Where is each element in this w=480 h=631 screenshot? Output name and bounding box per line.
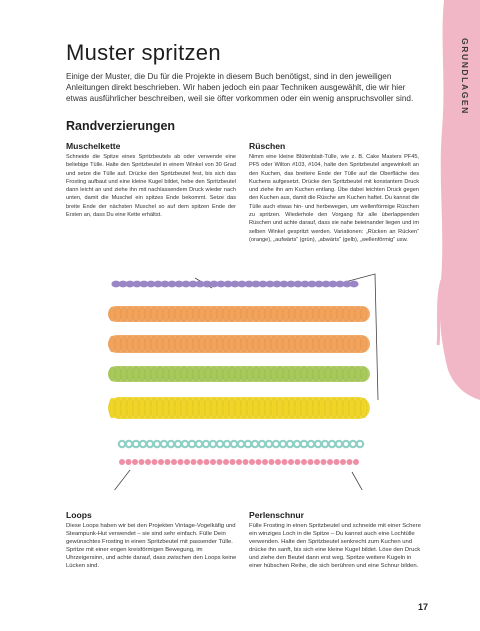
loop-ring: [231, 441, 237, 447]
ruffle-fold: [319, 336, 325, 352]
ruffle-fold: [277, 307, 283, 321]
ruffle-fold: [289, 367, 295, 381]
ruffle-fold: [349, 398, 355, 418]
pearl-bead: [262, 459, 268, 465]
ruffle-fold: [289, 398, 295, 418]
ruffle-fold: [331, 367, 337, 381]
ruffle-fold: [361, 307, 367, 321]
ruffle-fold: [127, 336, 133, 352]
pearl-bead: [249, 459, 255, 465]
ruffle-fold: [139, 336, 145, 352]
ruffle-fold: [343, 398, 349, 418]
loop-ring: [161, 441, 167, 447]
ruffle-fold: [205, 336, 211, 352]
ruffle-fold: [193, 336, 199, 352]
ruffle-fold: [193, 307, 199, 321]
pearl-bead: [191, 459, 197, 465]
pearl-bead: [197, 459, 203, 465]
ruffle-fold: [271, 398, 277, 418]
ruffle-fold: [301, 398, 307, 418]
ruffle-fold: [223, 307, 229, 321]
loops-text: Diese Loops haben wir bei den Projekten Vintage-Vogelkäfig und Steampunk-Hut verwendet – sie sind sehr einfach. Fülle Dein gewünschtes Frosting in einen Spritzbeutel mit passender Tülle. Spritze mit einer engen kreisförmigen Bewegung, im Uhrzeigersinn, und achte darauf, dass zwischen den Loops keine Lücken sind.: [66, 523, 237, 570]
ruffle-fold: [325, 367, 331, 381]
ruffle-fold: [337, 367, 343, 381]
loop-ring: [273, 441, 279, 447]
ruffle-fold: [229, 367, 235, 381]
ruffle-fold: [193, 367, 199, 381]
ruffle-fold: [235, 398, 241, 418]
ruffle-fold: [127, 398, 133, 418]
ruffle-fold: [109, 367, 115, 381]
pearl-bead: [171, 459, 177, 465]
loop-ring: [196, 441, 202, 447]
ruffle-fold: [271, 367, 277, 381]
ruffle-fold: [241, 398, 247, 418]
ruffle-fold: [307, 307, 313, 321]
ruffle-fold: [259, 398, 265, 418]
ruffle-fold: [313, 398, 319, 418]
ruffle-fold: [259, 307, 265, 321]
ruffle-fold: [163, 336, 169, 352]
ruffle-fold: [235, 367, 241, 381]
ruffle-fold: [187, 307, 193, 321]
rueschen-text: Nimm eine kleine Blütenblatt-Tülle, wie z. B. Cake Masters PF45, PF5 oder Wilton #103, #104, halte den Spritzbeutel angewinkelt an den Kuchen, das breitere Ende der Tülle auf die Oberfläche des Kuchens aufgesetzt. Drücke den Spritzbeutel mit konstantem Druck und ziehe ihn am Kuchen entlang. Übe dabei leichten Druck gegen den Kuchen aus, damit die Rüsche am Kuchen haftet. Du kannst die Tülle auch etwas hin- und herbewegen, um wellenförmige Rüschen zu spritzen. Wiederhole den Vorgang für alle überlappenden Rüschen und achte darauf, dass sie nahe beieinander liegen und im selben Winkel gespritzt werden. Variationen: „Rücken an Rücken“ (orange), „aufwärts“ (grün), „abwärts“ (gelb), „wellenförmig“ usw.: [249, 154, 419, 243]
ruffle-fold: [313, 367, 319, 381]
ruffle-fold: [181, 367, 187, 381]
loop-ring: [168, 441, 174, 447]
ruffle-fold: [355, 367, 361, 381]
ruffle-fold: [109, 307, 115, 321]
pearl-bead: [158, 459, 164, 465]
pearl-bead: [327, 459, 333, 465]
ruffle-fold: [157, 367, 163, 381]
pearl-bead: [321, 459, 327, 465]
loop-ring: [210, 441, 216, 447]
ruffle-fold: [343, 336, 349, 352]
pearl-bead: [217, 459, 223, 465]
ruffle-fold: [325, 398, 331, 418]
ruffle-fold: [253, 307, 259, 321]
ruffle-fold: [307, 336, 313, 352]
ruffle-fold: [259, 336, 265, 352]
ruffle-fold: [205, 367, 211, 381]
ruffle-fold: [241, 336, 247, 352]
loop-ring: [252, 441, 258, 447]
ruffle-fold: [133, 398, 139, 418]
ruffle-fold: [163, 367, 169, 381]
callout-line-perlenschnur: [352, 472, 365, 490]
ruffle-fold: [355, 307, 361, 321]
ruffle-fold: [301, 307, 307, 321]
loop-ring: [238, 441, 244, 447]
ruffle-fold: [133, 336, 139, 352]
ruffle-fold: [277, 398, 283, 418]
ruffle-fold: [331, 398, 337, 418]
pearl-bead: [178, 459, 184, 465]
loop-ring: [119, 441, 125, 447]
pearl-bead: [204, 459, 210, 465]
ruffle-fold: [223, 398, 229, 418]
loop-ring: [154, 441, 160, 447]
ruffle-fold: [283, 398, 289, 418]
ruffle-fold: [361, 336, 367, 352]
loop-ring: [357, 441, 363, 447]
ruffle-fold: [139, 307, 145, 321]
ruffle-fold: [337, 307, 343, 321]
loop-ring: [329, 441, 335, 447]
pearl-bead: [210, 459, 216, 465]
ruffle-fold: [283, 336, 289, 352]
ruffle-fold: [355, 336, 361, 352]
ruffle-fold: [127, 367, 133, 381]
section-tab-label: GRUNDLAGEN: [460, 38, 470, 115]
ruffle-fold: [301, 336, 307, 352]
pearl-bead: [301, 459, 307, 465]
ruffle-fold: [277, 336, 283, 352]
loop-ring: [315, 441, 321, 447]
loop-ring: [280, 441, 286, 447]
pearl-bead: [145, 459, 151, 465]
ruffle-fold: [175, 307, 181, 321]
ruffle-fold: [211, 336, 217, 352]
loop-ring: [189, 441, 195, 447]
pearl-bead: [353, 459, 359, 465]
ruffle-fold: [229, 336, 235, 352]
ruffle-fold: [331, 307, 337, 321]
ruffle-fold: [253, 367, 259, 381]
ruffle-fold: [271, 307, 277, 321]
ruffle-fold: [319, 307, 325, 321]
ruffle-fold: [109, 398, 115, 418]
ruffle-fold: [175, 398, 181, 418]
ruffle-fold: [271, 336, 277, 352]
pearl-bead: [132, 459, 138, 465]
ruffle-fold: [121, 307, 127, 321]
ruffle-fold: [355, 398, 361, 418]
pearl-bead: [152, 459, 158, 465]
ruffle-fold: [295, 398, 301, 418]
loop-ring: [266, 441, 272, 447]
pearl-bead: [288, 459, 294, 465]
ruffle-fold: [139, 398, 145, 418]
ruffle-fold: [313, 307, 319, 321]
muschelkette-text: Schneide die Spitze eines Spritzbeutels ab oder verwende eine beliebige Tülle. Halte den Spritzbeutel in einem Winkel von 30 Grad und setze die Tülle auf. Drücke den Spritzbeutel fest, bis sich das Frosting aufbaut und eine kleine Kugel bildet, hebe den Spritzbeutel dann leicht an und ziehe ihn mit nachlassendem Druck wieder nach unten, damit die Muschel ein spitzes Ende bekommt. Setze das breite Ende der nächsten Muschel so auf dem spitzen Ende der Ersten an, dass Du eine Kette erhältst.: [66, 154, 236, 219]
pearl-bead: [119, 459, 125, 465]
loop-ring: [294, 441, 300, 447]
loop-ring: [133, 441, 139, 447]
ruffle-fold: [217, 367, 223, 381]
ruffle-fold: [253, 398, 259, 418]
ruffle-fold: [295, 307, 301, 321]
ruffle-fold: [211, 367, 217, 381]
ruffle-fold: [307, 398, 313, 418]
ruffle-fold: [319, 367, 325, 381]
ruffle-fold: [217, 307, 223, 321]
ruffle-fold: [343, 367, 349, 381]
ruffle-fold: [121, 336, 127, 352]
pink-brush-stroke: [434, 0, 480, 631]
ruffle-fold: [121, 398, 127, 418]
loop-ring: [343, 441, 349, 447]
piping-samples-photo: [100, 270, 400, 490]
ruffle-fold: [283, 367, 289, 381]
pearl-bead: [334, 459, 340, 465]
ruffle-fold: [265, 367, 271, 381]
pearl-bead: [243, 459, 249, 465]
loop-ring: [203, 441, 209, 447]
shell-bead: [349, 281, 358, 288]
ruffle-fold: [349, 336, 355, 352]
ruffle-fold: [181, 398, 187, 418]
ruffle-fold: [115, 336, 121, 352]
ruffle-fold: [121, 367, 127, 381]
pearl-bead: [314, 459, 320, 465]
ruffle-fold: [253, 336, 259, 352]
pearl-bead: [126, 459, 132, 465]
pearl-bead: [269, 459, 275, 465]
ruffle-fold: [349, 367, 355, 381]
ruffle-fold: [211, 307, 217, 321]
loop-ring: [217, 441, 223, 447]
ruffle-fold: [157, 307, 163, 321]
ruffle-fold: [163, 307, 169, 321]
ruffle-fold: [133, 307, 139, 321]
loop-ring: [308, 441, 314, 447]
loop-ring: [301, 441, 307, 447]
pearl-bead: [340, 459, 346, 465]
ruffle-fold: [313, 336, 319, 352]
ruffle-fold: [175, 336, 181, 352]
ruffle-fold: [169, 367, 175, 381]
ruffle-fold: [337, 398, 343, 418]
ruffle-fold: [115, 398, 121, 418]
perlenschnur-heading: Perlenschnur: [249, 510, 304, 520]
loop-ring: [322, 441, 328, 447]
ruffle-fold: [235, 307, 241, 321]
ruffle-fold: [247, 307, 253, 321]
ruffle-fold: [331, 336, 337, 352]
ruffle-fold: [361, 367, 367, 381]
ruffle-fold: [241, 367, 247, 381]
ruffle-fold: [169, 398, 175, 418]
ruffle-fold: [181, 336, 187, 352]
perlenschnur-text: Fülle Frosting in einen Spritzbeutel und schneide mit einer Schere ein winziges Loch in die Spitze – Du kannst auch eine Lochtülle verwenden. Halte den Spritzbeutel senkrecht zum Kuchen und drücke ihn sanft, bis sich eine kleine Kugel bildet. Löse den Druck und ziehe den Beutel dann erst weg. Spritze weitere Kugeln in einer hübschen Reihe, die sich berühren und eine Schnur bilden.: [249, 523, 421, 570]
ruffle-fold: [217, 336, 223, 352]
ruffle-fold: [175, 367, 181, 381]
loop-ring: [350, 441, 356, 447]
ruffle-fold: [349, 307, 355, 321]
ruffle-fold: [109, 336, 115, 352]
ruffle-fold: [145, 336, 151, 352]
ruffle-fold: [325, 336, 331, 352]
ruffle-fold: [199, 367, 205, 381]
loop-ring: [126, 441, 132, 447]
callout-line-loops: [110, 470, 130, 490]
ruffle-fold: [181, 307, 187, 321]
loop-ring: [287, 441, 293, 447]
ruffle-fold: [187, 336, 193, 352]
ruffle-fold: [187, 398, 193, 418]
pearl-bead: [184, 459, 190, 465]
ruffle-fold: [295, 367, 301, 381]
ruffle-fold: [259, 367, 265, 381]
ruffle-fold: [193, 398, 199, 418]
loop-ring: [182, 441, 188, 447]
pearl-bead: [139, 459, 145, 465]
page-number: 17: [417, 602, 428, 612]
page-title: Muster spritzen: [66, 40, 221, 65]
loop-ring: [224, 441, 230, 447]
ruffle-fold: [151, 336, 157, 352]
ruffle-fold: [199, 307, 205, 321]
section-tab: [434, 0, 480, 631]
ruffle-fold: [145, 307, 151, 321]
loop-ring: [245, 441, 251, 447]
ruffle-fold: [277, 367, 283, 381]
ruffle-fold: [265, 336, 271, 352]
ruffle-fold: [265, 307, 271, 321]
ruffle-fold: [289, 336, 295, 352]
muschelkette-heading: Muschelkette: [66, 141, 121, 151]
pearl-bead: [230, 459, 236, 465]
pearl-bead: [236, 459, 242, 465]
ruffle-fold: [235, 336, 241, 352]
ruffle-fold: [163, 398, 169, 418]
rueschen-heading: Rüschen: [249, 141, 286, 151]
ruffle-fold: [115, 367, 121, 381]
ruffle-fold: [151, 398, 157, 418]
ruffle-fold: [133, 367, 139, 381]
ruffle-fold: [229, 307, 235, 321]
ruffle-fold: [325, 307, 331, 321]
ruffle-fold: [247, 336, 253, 352]
ruffle-fold: [115, 307, 121, 321]
loop-ring: [175, 441, 181, 447]
ruffle-fold: [319, 398, 325, 418]
loop-ring: [140, 441, 146, 447]
pearl-bead: [275, 459, 281, 465]
loop-ring: [336, 441, 342, 447]
pearl-bead: [295, 459, 301, 465]
ruffle-fold: [229, 398, 235, 418]
ruffle-fold: [139, 367, 145, 381]
ruffle-fold: [283, 307, 289, 321]
ruffle-fold: [295, 336, 301, 352]
ruffle-fold: [151, 307, 157, 321]
ruffle-fold: [157, 398, 163, 418]
ruffle-fold: [187, 367, 193, 381]
pearl-bead: [308, 459, 314, 465]
ruffle-fold: [157, 336, 163, 352]
ruffle-fold: [205, 307, 211, 321]
ruffle-fold: [151, 367, 157, 381]
pearl-bead: [256, 459, 262, 465]
ruffle-fold: [337, 336, 343, 352]
ruffle-fold: [307, 367, 313, 381]
loops-heading: Loops: [66, 510, 92, 520]
ruffle-fold: [223, 336, 229, 352]
ruffle-fold: [343, 307, 349, 321]
loop-ring: [147, 441, 153, 447]
ruffle-fold: [145, 367, 151, 381]
ruffle-fold: [223, 367, 229, 381]
loop-ring: [259, 441, 265, 447]
ruffle-fold: [301, 367, 307, 381]
ruffle-fold: [247, 367, 253, 381]
ruffle-fold: [361, 398, 367, 418]
ruffle-fold: [211, 398, 217, 418]
ruffle-fold: [205, 398, 211, 418]
ruffle-fold: [199, 336, 205, 352]
ruffle-fold: [199, 398, 205, 418]
ruffle-fold: [241, 307, 247, 321]
ruffle-fold: [127, 307, 133, 321]
ruffle-fold: [217, 398, 223, 418]
intro-paragraph: Einige der Muster, die Du für die Projekte in diesem Buch benötigst, sind in den jeweiligen Anleitungen direkt beschrieben. Wir haben jedoch ein paar Techniken ausgewählt, die wir hier etwas ausführlicher beschreiben, weil sie öfter vorkommen oder ein wenig anspruchsvoller sind.: [66, 72, 414, 104]
ruffle-fold: [169, 307, 175, 321]
ruffle-fold: [145, 398, 151, 418]
pearl-bead: [282, 459, 288, 465]
ruffle-fold: [289, 307, 295, 321]
section-heading: Randverzierungen: [66, 119, 176, 133]
pearl-bead: [223, 459, 229, 465]
ruffle-fold: [169, 336, 175, 352]
ruffle-fold: [265, 398, 271, 418]
ruffle-fold: [247, 398, 253, 418]
pearl-bead: [165, 459, 171, 465]
pearl-bead: [347, 459, 353, 465]
